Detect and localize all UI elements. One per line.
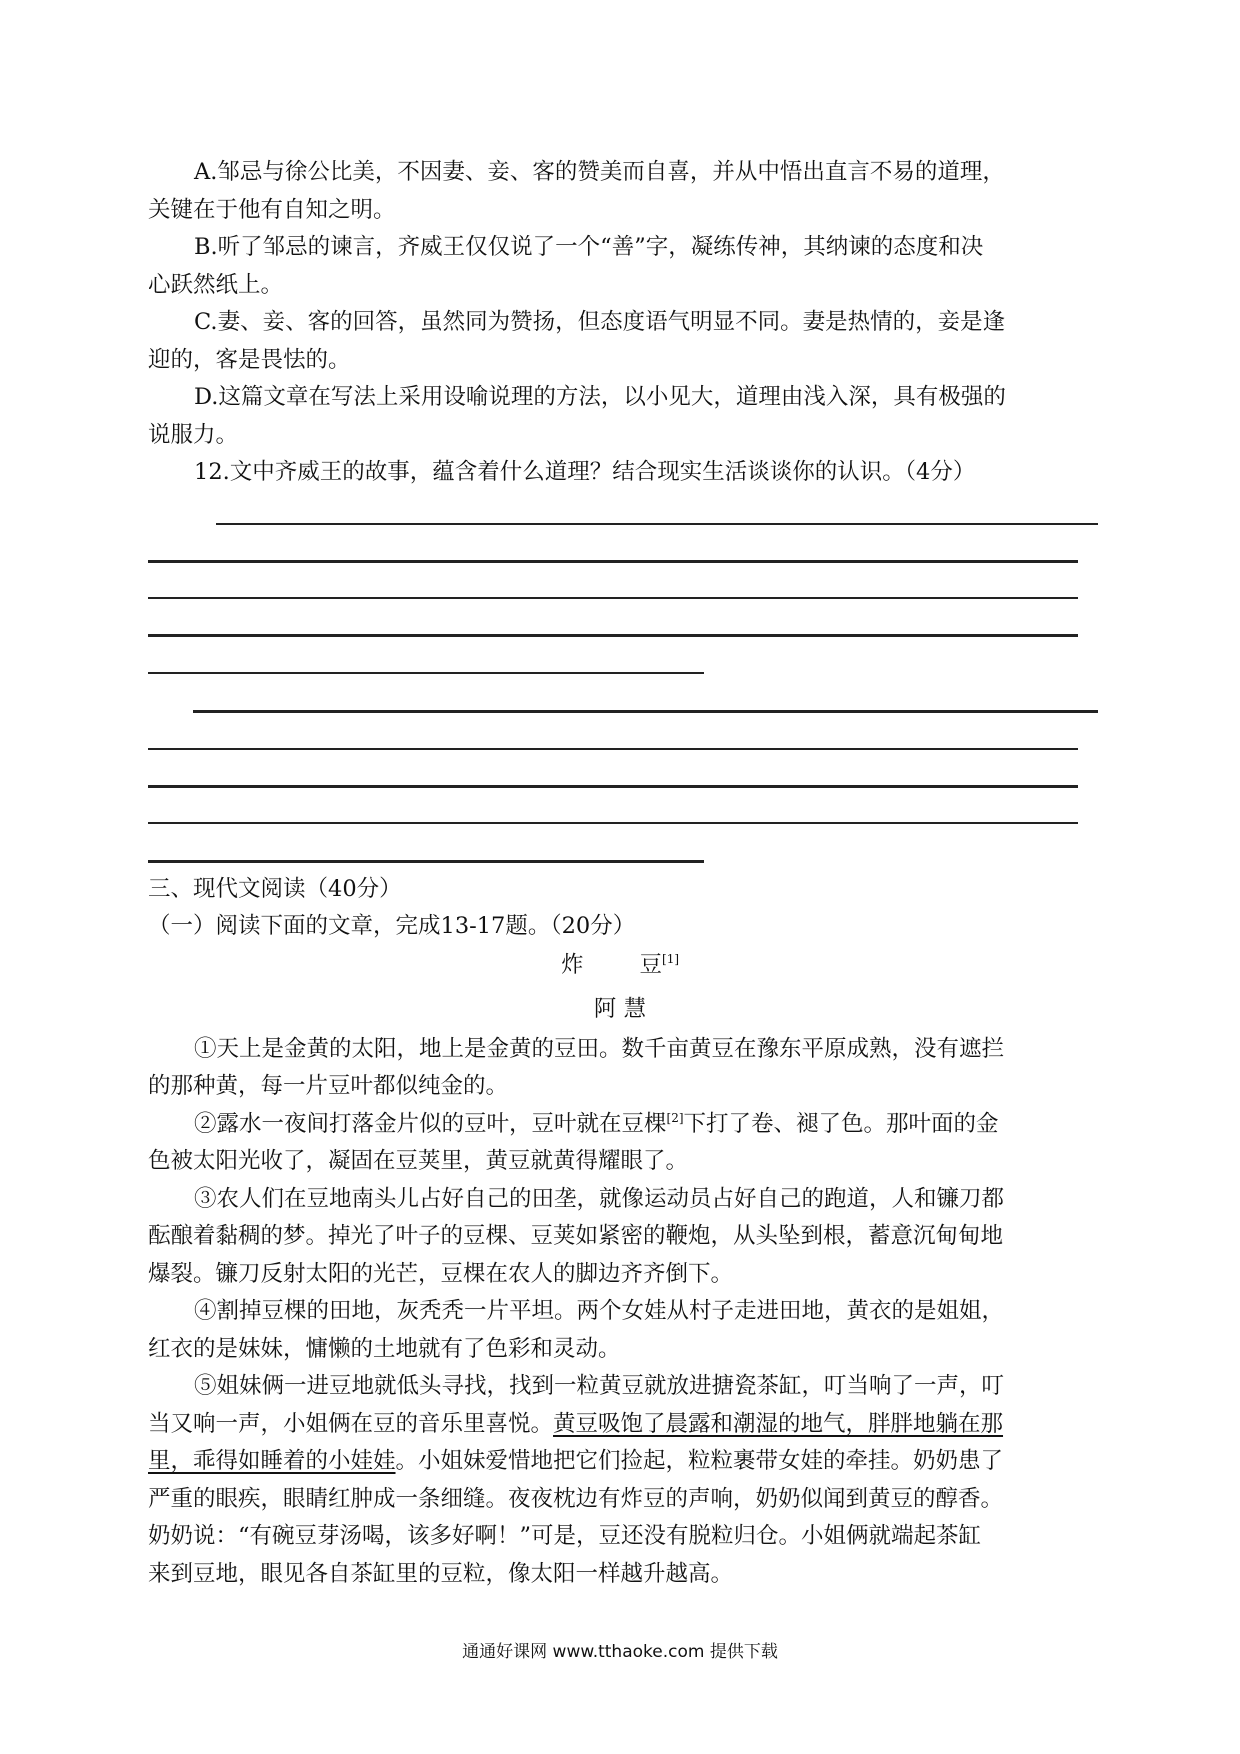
paragraph-5-text: 当又响一声，小姐俩在豆的音乐里喜悦。 — [148, 1411, 554, 1437]
paragraph-3-line2: 酝酿着黏稠的梦。掉光了叶子的豆棵、豆荚如紧密的鞭炮，从头坠到根，蓄意沉甸甸地 — [148, 1223, 1004, 1249]
paragraph-3-line1: ③农人们在豆地南头儿占好自己的田垄，就像运动员占好自己的跑道，人和镰刀都 — [194, 1186, 1005, 1212]
paragraph-2-line2: 色被太阳光收了，凝固在豆荚里，黄豆就黄得耀眼了。 — [148, 1148, 689, 1174]
question-12: 12.文中齐威王的故事，蕴含着什么道理？结合现实生活谈谈你的认识。（4分） — [194, 459, 976, 485]
underlined-sentence-part2: 里，乖得如睡着的小娃娃 — [148, 1448, 396, 1474]
answer-line — [148, 634, 1078, 637]
section-instruction: （一）阅读下面的文章，完成13-17题。（20分） — [148, 913, 636, 939]
title-char-2: 豆 — [639, 952, 663, 978]
paragraph-5-text-cont: 。小姐妹爱惜地把它们捡起，粒粒裹带女娃的牵挂。奶奶患了 — [395, 1448, 1004, 1474]
answer-line — [148, 672, 704, 674]
footnote-mark-2: [2] — [666, 1111, 684, 1125]
paragraph-5-line1: ⑤姐妹俩一进豆地就低头寻找，找到一粒黄豆就放进搪瓷茶缸，叮当响了一声，叮 — [194, 1373, 1005, 1399]
paragraph-5-line2 — [148, 1409, 1098, 1439]
paragraph-5-line4: 严重的眼疾，眼睛红肿成一条细缝。夜夜枕边有炸豆的声响，奶奶似闻到黄豆的醇香。 — [148, 1486, 1004, 1512]
answer-line — [148, 560, 1078, 563]
paragraph-2-text-b: 下打了卷、褪了色。那叶面的金 — [683, 1111, 999, 1137]
option-d-line1: D.这篇文章在写法上采用设喻说理的方法，以小见大，道理由浅入深，具有极强的 — [194, 384, 1006, 410]
answer-line — [193, 710, 1098, 713]
option-a-line2: 关键在于他有自知之明。 — [148, 197, 396, 223]
paragraph-5-line6: 来到豆地，眼见各自茶缸里的豆粒，像太阳一样越升越高。 — [148, 1561, 734, 1587]
paragraph-5-line5: 奶奶说：“有碗豆芽汤喝，该多好啊！”可是，豆还没有脱粒归仓。小姐俩就端起茶缸 — [148, 1523, 982, 1549]
paragraph-2-text-a: ②露水一夜间打落金片似的豆叶，豆叶就在豆棵 — [194, 1111, 667, 1137]
paragraph-5-line3 — [148, 1446, 1098, 1476]
paragraph-4-line1: ④割掉豆棵的田地，灰秃秃一片平坦。两个女娃从村子走进田地，黄衣的是姐姐， — [194, 1298, 1005, 1324]
title-char-1: 炸 — [560, 952, 584, 978]
underlined-sentence-part1: 黄豆吸饱了晨露和潮湿的地气，胖胖地躺在那 — [553, 1411, 1004, 1437]
page-footer: 通通好课网 www.tthaoke.com 提供下载 — [462, 1642, 778, 1662]
option-d-line2: 说服力。 — [148, 422, 239, 448]
paragraph-4-line2: 红衣的是妹妹，慵懒的土地就有了色彩和灵动。 — [148, 1336, 621, 1362]
answer-line — [148, 748, 1078, 750]
section-heading: 三、现代文阅读（40分） — [148, 876, 402, 902]
article-title — [0, 950, 1240, 980]
paragraph-1-line2: 的那种黄，每一片豆叶都似纯金的。 — [148, 1073, 509, 1099]
answer-line — [148, 822, 1078, 824]
paragraph-3-line3: 爆裂。镰刀反射太阳的光芒，豆棵在农人的脚边齐齐倒下。 — [148, 1261, 734, 1287]
answer-line — [148, 785, 1078, 788]
option-b-line2: 心跃然纸上。 — [148, 272, 284, 298]
option-b-line1: B.听了邹忌的谏言，齐威王仅仅说了一个“善”字，凝练传神，其纳谏的态度和决 — [194, 234, 984, 260]
title-footnote-mark: [1] — [662, 952, 680, 966]
answer-line — [148, 860, 704, 863]
paragraph-1-line1: ①天上是金黄的太阳，地上是金黄的豆田。数千亩黄豆在豫东平原成熟，没有遮拦 — [194, 1036, 1005, 1062]
option-c-line2: 迎的，客是畏怯的。 — [148, 347, 351, 373]
answer-line — [216, 523, 1098, 525]
paragraph-2-line1 — [194, 1109, 1144, 1139]
option-c-line1: C.妻、妾、客的回答，虽然同为赞扬，但态度语气明显不同。妻是热情的，妾是逢 — [194, 309, 1006, 335]
answer-line — [148, 597, 1078, 599]
article-author: 阿 慧 — [593, 996, 647, 1022]
option-a-line1: A.邹忌与徐公比美，不因妻、妾、客的赞美而自喜，并从中悟出直言不易的道理， — [194, 159, 1005, 185]
